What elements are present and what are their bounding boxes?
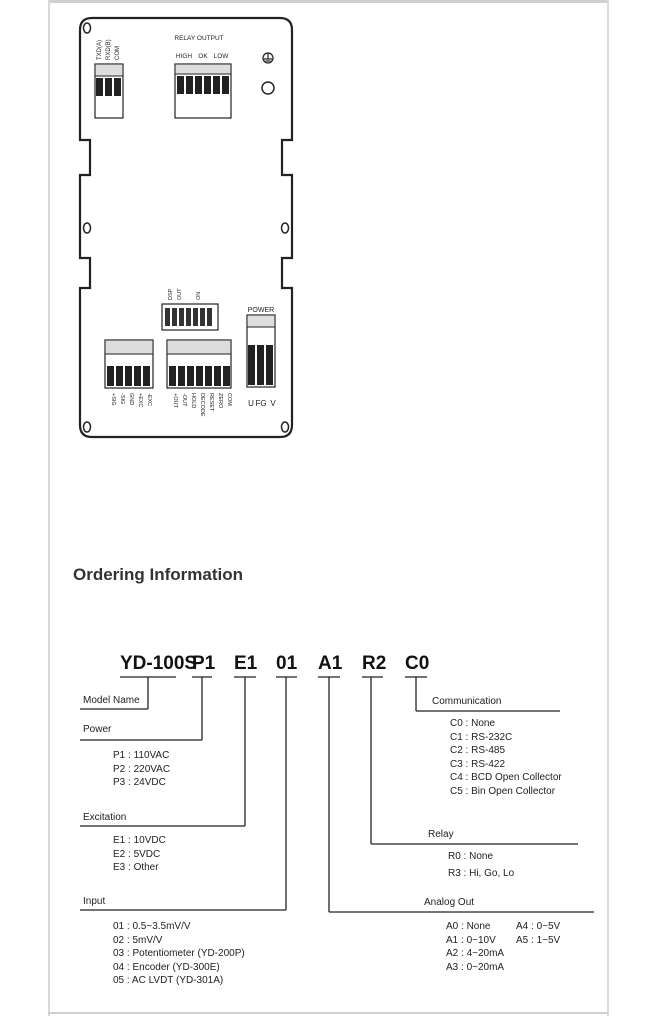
input-option: 02 : 5mV/V xyxy=(113,934,163,946)
signal-term-label: +SIG xyxy=(110,393,116,406)
power-option: P3 : 24VDC xyxy=(113,777,166,788)
code-model: YD-100S xyxy=(120,653,198,674)
input-option: 05 : AC LVDT (YD-301A) xyxy=(113,975,224,986)
input-option: 03 : Potentiometer (YD-200P) xyxy=(113,948,245,959)
power-options xyxy=(113,749,170,790)
ordering-title: Ordering Information xyxy=(73,565,243,584)
power-term-fg: FG xyxy=(255,399,267,408)
analog-options-right xyxy=(516,920,560,947)
analog-option: A1 : 0~10V xyxy=(446,934,496,946)
power-term-u: U xyxy=(248,399,254,408)
comm-term-label: TXD(A) xyxy=(97,40,103,60)
signal-term-label: -SIG xyxy=(119,393,125,405)
model-name-label: Model Name xyxy=(83,695,140,706)
io-term-label: COM xyxy=(226,393,232,406)
analog-option: A4 : 0~5V xyxy=(516,921,561,932)
code-comm: C0 xyxy=(405,653,430,674)
signal-term-label: -EXC xyxy=(146,393,152,407)
code-input: 01 xyxy=(276,653,298,674)
power-term-v: V xyxy=(270,399,276,408)
analog-option: A0 : None xyxy=(446,921,491,932)
comm-term-label: RXD(B) xyxy=(106,39,112,60)
relay-options xyxy=(448,850,514,880)
analog-option: A3 : 0~20mA xyxy=(446,961,505,973)
power-option: P2 : 220VAC xyxy=(113,763,171,775)
dip-label: OUT xyxy=(177,288,183,300)
comm-option: C2 : RS-485 xyxy=(450,745,506,756)
relay-term-high: HIGH xyxy=(175,53,193,60)
io-term-label: HOLD xyxy=(190,393,196,409)
relay-option: R3 : Hi, Go, Lo xyxy=(448,867,515,879)
analog-option: A2 : 4~20mA xyxy=(446,948,505,959)
analog-options-left xyxy=(446,920,504,974)
code-excitation: E1 xyxy=(234,653,258,674)
relay-option: R0 : None xyxy=(448,851,494,862)
code-analog: A1 xyxy=(318,653,343,674)
comm-option: C1 : RS-232C xyxy=(450,731,513,743)
io-term-label: +OUT xyxy=(172,393,178,408)
io-term-label: RESET xyxy=(208,393,214,412)
analog-group-label: Analog Out xyxy=(424,897,475,908)
power-group-label: Power xyxy=(83,724,112,735)
comm-option: C5 : Bin Open Collector xyxy=(450,785,556,797)
power-label: POWER xyxy=(247,307,275,314)
excitation-option: E3 : Other xyxy=(113,862,159,873)
input-option: 01 : 0.5~3.5mV/V xyxy=(113,921,191,932)
communication-options xyxy=(450,717,562,798)
excitation-option: E1 : 10VDC xyxy=(113,835,166,846)
communication-group-label: Communication xyxy=(432,696,502,707)
code-power: P1 xyxy=(192,653,216,674)
relay-group-label: Relay xyxy=(428,829,454,840)
excitation-group-label: Excitation xyxy=(83,812,127,823)
relay-term-ok: OK xyxy=(198,53,208,60)
comm-option: C4 : BCD Open Collector xyxy=(450,772,562,783)
io-term-label: DECODE xyxy=(199,393,205,417)
dip-label: ON xyxy=(196,291,202,300)
power-option: P1 : 110VAC xyxy=(113,750,170,761)
comm-term-label: COM xyxy=(115,46,121,60)
input-options xyxy=(113,920,245,988)
io-term-label: -OUT xyxy=(181,393,187,407)
comm-option: C0 : None xyxy=(450,718,496,729)
relay-output-label: RELAY OUTPUT xyxy=(174,35,224,42)
input-option: 04 : Encoder (YD-300E) xyxy=(113,961,220,973)
signal-term-label: +EXC xyxy=(137,393,143,408)
input-group-label: Input xyxy=(83,896,106,907)
excitation-options xyxy=(113,834,166,875)
code-relay: R2 xyxy=(362,653,387,674)
analog-option: A5 : 1~5V xyxy=(516,934,561,946)
dip-label: DSP xyxy=(168,288,174,300)
comm-option: C3 : RS-422 xyxy=(450,758,506,770)
relay-term-low: LOW xyxy=(213,53,229,60)
signal-term-label: GND xyxy=(128,393,134,406)
io-term-label: ZERO xyxy=(217,393,223,409)
excitation-option: E2 : 5VDC xyxy=(113,848,161,860)
